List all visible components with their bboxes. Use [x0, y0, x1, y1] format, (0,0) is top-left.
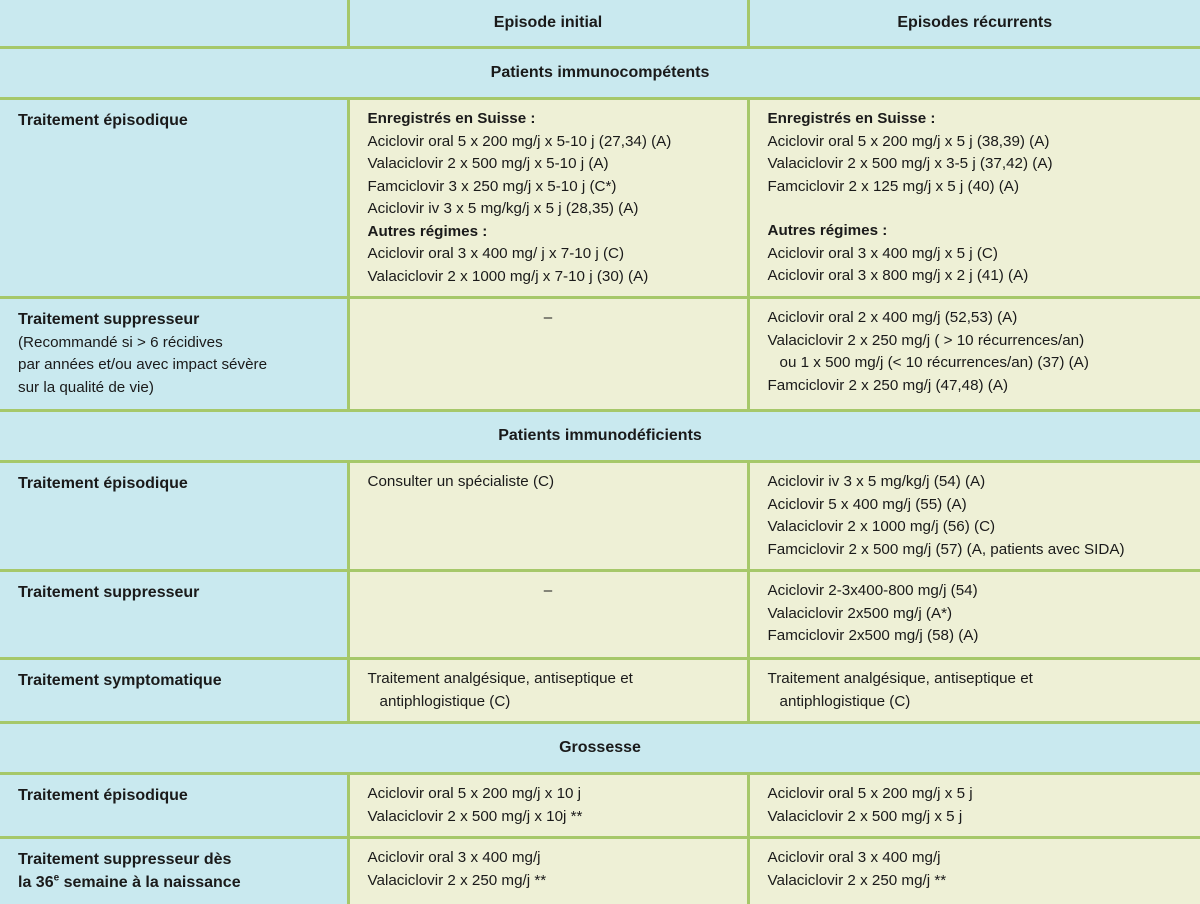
regimen-line: Valaciclovir 2 x 250 mg/j **	[768, 870, 1191, 893]
table-row	[0, 838, 1200, 904]
regimen-line: Famciclovir 2x500 mg/j (58) (A)	[768, 625, 1191, 648]
regimen-line: Famciclovir 2 x 250 mg/j (47,48) (A)	[768, 375, 1191, 398]
row-label: Traitement épisodique	[18, 110, 337, 133]
label-text: semaine à la naissance	[59, 874, 240, 891]
table-row	[0, 462, 1200, 571]
superscript: e	[54, 872, 60, 883]
regimen-line: Valaciclovir 2 x 1000 mg/j x 7-10 j (30) (A)	[368, 266, 737, 289]
section-header-grossesse	[0, 723, 1200, 774]
regimen-line: Aciclovir oral 3 x 400 mg/j	[768, 847, 1191, 870]
empty-dash: –	[368, 307, 737, 330]
regimen-line: Consulter un spécialiste (C)	[368, 471, 737, 494]
table-row	[0, 571, 1200, 659]
section-title: Patients immunodéficients	[0, 411, 1200, 462]
regimen-line: Aciclovir iv 3 x 5 mg/kg/j (54) (A)	[768, 471, 1191, 494]
subheading-other-regimens: Autres régimes :	[368, 221, 737, 244]
initial-cell	[348, 298, 748, 411]
row-label: Traitement suppresseur	[18, 309, 337, 332]
table-row	[0, 774, 1200, 838]
regimen-line: antiphlogistique (C)	[768, 691, 1191, 714]
header-episode-initial: Episode initial	[348, 0, 748, 48]
regimen-line: antiphlogistique (C)	[368, 691, 737, 714]
regimen-line: Valaciclovir 2 x 500 mg/j x 3-5 j (37,42) (A)	[768, 153, 1191, 176]
section-header-immunocompetents	[0, 48, 1200, 99]
regimen-line: Aciclovir oral 3 x 800 mg/j x 2 j (41) (A)	[768, 265, 1191, 288]
initial-cell	[348, 99, 748, 298]
initial-cell	[348, 659, 748, 723]
recurrent-cell	[748, 298, 1200, 411]
regimen-line: Traitement analgésique, antiseptique et	[768, 668, 1191, 691]
regimen-line: Valaciclovir 2 x 500 mg/j x 10j **	[368, 806, 737, 829]
table-row	[0, 659, 1200, 723]
regimen-line: Aciclovir oral 5 x 200 mg/j x 5 j (38,39) (A)	[768, 131, 1191, 154]
regimen-line: Aciclovir oral 2 x 400 mg/j (52,53) (A)	[768, 307, 1191, 330]
regimen-line: Aciclovir oral 3 x 400 mg/j x 5 j (C)	[768, 243, 1191, 266]
regimen-line: Aciclovir 2-3x400-800 mg/j (54)	[768, 580, 1191, 603]
row-label-cell	[0, 571, 348, 659]
row-note: par années et/ou avec impact sévère	[18, 354, 337, 377]
recurrent-cell	[748, 462, 1200, 571]
section-title: Grossesse	[0, 723, 1200, 774]
regimen-line: Aciclovir oral 5 x 200 mg/j x 10 j	[368, 783, 737, 806]
table-row	[0, 99, 1200, 298]
regimen-line: Valaciclovir 2 x 500 mg/j x 5 j	[768, 806, 1191, 829]
regimen-line: Traitement analgésique, antiseptique et	[368, 668, 737, 691]
row-label-cell	[0, 298, 348, 411]
regimen-line: ou 1 x 500 mg/j (< 10 récurrences/an) (37) (A)	[768, 352, 1191, 375]
row-label-cell	[0, 774, 348, 838]
regimen-line: Aciclovir oral 3 x 400 mg/ j x 7-10 j (C)	[368, 243, 737, 266]
regimen-line: Aciclovir oral 3 x 400 mg/j	[368, 847, 737, 870]
spacer	[768, 198, 1191, 220]
section-title: Patients immunocompétents	[0, 48, 1200, 99]
header-empty-cell	[0, 0, 348, 48]
row-label-cell	[0, 838, 348, 904]
recurrent-cell	[748, 774, 1200, 838]
row-note: (Recommandé si > 6 récidives	[18, 332, 337, 355]
empty-dash: –	[368, 580, 737, 603]
regimen-line: Valaciclovir 2x500 mg/j (A*)	[768, 603, 1191, 626]
subheading-other-regimens: Autres régimes :	[768, 220, 1191, 243]
label-text: la 36	[18, 874, 54, 891]
row-label-cell	[0, 99, 348, 298]
row-label: Traitement épisodique	[18, 473, 337, 496]
initial-cell	[348, 462, 748, 571]
regimen-line: Famciclovir 2 x 125 mg/j x 5 j (40) (A)	[768, 176, 1191, 199]
header-episodes-recurrents: Episodes récurrents	[748, 0, 1200, 48]
subheading-registered: Enregistrés en Suisse :	[368, 108, 737, 131]
recurrent-cell	[748, 571, 1200, 659]
regimen-line: Aciclovir oral 5 x 200 mg/j x 5 j	[768, 783, 1191, 806]
initial-cell	[348, 571, 748, 659]
regimen-line: Aciclovir iv 3 x 5 mg/kg/j x 5 j (28,35) (A)	[368, 198, 737, 221]
row-label-line	[18, 872, 337, 895]
row-label: Traitement épisodique	[18, 785, 337, 808]
regimen-line: Aciclovir 5 x 400 mg/j (55) (A)	[768, 494, 1191, 517]
subheading-registered: Enregistrés en Suisse :	[768, 108, 1191, 131]
regimen-line: Valaciclovir 2 x 250 mg/j **	[368, 870, 737, 893]
regimen-line: Valaciclovir 2 x 500 mg/j x 5-10 j (A)	[368, 153, 737, 176]
section-header-immunodeficients	[0, 411, 1200, 462]
regimen-line: Valaciclovir 2 x 250 mg/j ( > 10 récurrences/an)	[768, 330, 1191, 353]
row-note: sur la qualité de vie)	[18, 377, 337, 400]
row-label-cell	[0, 462, 348, 571]
initial-cell	[348, 838, 748, 904]
regimen-line: Valaciclovir 2 x 1000 mg/j (56) (C)	[768, 516, 1191, 539]
recurrent-cell	[748, 659, 1200, 723]
initial-cell	[348, 774, 748, 838]
regimen-line: Famciclovir 3 x 250 mg/j x 5-10 j (C*)	[368, 176, 737, 199]
recurrent-cell	[748, 838, 1200, 904]
regimen-line: Famciclovir 2 x 500 mg/j (57) (A, patients avec SIDA)	[768, 539, 1191, 562]
table-header-row	[0, 0, 1200, 48]
regimen-line: Aciclovir oral 5 x 200 mg/j x 5-10 j (27,34) (A)	[368, 131, 737, 154]
row-label: Traitement suppresseur	[18, 582, 337, 605]
row-label-line: Traitement suppresseur dès	[18, 849, 337, 872]
table-row	[0, 298, 1200, 411]
recurrent-cell	[748, 99, 1200, 298]
row-label: Traitement symptomatique	[18, 670, 337, 693]
row-label-cell	[0, 659, 348, 723]
